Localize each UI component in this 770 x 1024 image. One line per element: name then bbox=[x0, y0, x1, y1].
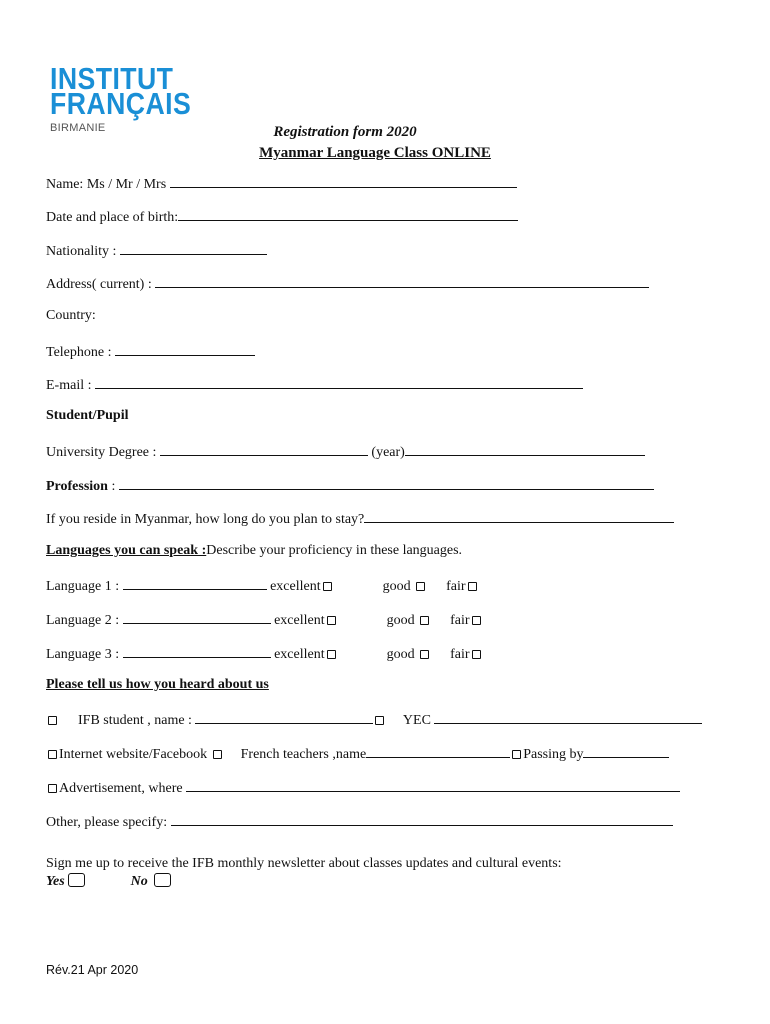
yes-checkbox[interactable] bbox=[68, 873, 85, 887]
year-input-line[interactable] bbox=[405, 442, 645, 456]
email-label: E-mail : bbox=[46, 378, 92, 393]
reside-row bbox=[46, 509, 674, 528]
excellent-checkbox[interactable] bbox=[323, 582, 332, 591]
yec-checkbox[interactable] bbox=[375, 716, 384, 725]
language-1-label: Language 1 : bbox=[46, 579, 120, 594]
languages-description: Describe your proficiency in these languages. bbox=[206, 543, 463, 558]
good-label: good bbox=[386, 647, 415, 662]
profession-row bbox=[46, 476, 654, 495]
nationality-row bbox=[46, 241, 267, 260]
email-row bbox=[46, 375, 583, 394]
ifb-row bbox=[46, 710, 702, 729]
telephone-row bbox=[46, 342, 255, 361]
telephone-input-line[interactable] bbox=[115, 342, 255, 356]
advert-checkbox[interactable] bbox=[48, 784, 57, 793]
name-label: Name: Ms / Mr / Mrs bbox=[46, 177, 167, 192]
language-1-input-line[interactable] bbox=[123, 576, 267, 590]
email-input-line[interactable] bbox=[95, 375, 583, 389]
address-row bbox=[46, 274, 649, 293]
language-2-input-line[interactable] bbox=[123, 610, 271, 624]
form-title: Registration form 2020 bbox=[273, 124, 417, 140]
other-label: Other, please specify: bbox=[46, 815, 168, 830]
language-row-1 bbox=[46, 576, 479, 595]
ifb-label: IFB student , name : bbox=[78, 713, 192, 728]
newsletter-options bbox=[46, 873, 174, 890]
address-label: Address( current) : bbox=[46, 277, 152, 292]
fair-label: fair bbox=[450, 613, 470, 628]
university-label: University Degree : bbox=[46, 445, 157, 460]
dob-row bbox=[46, 207, 518, 226]
advert-label: Advertisement, where bbox=[59, 781, 183, 796]
form-subtitle: Myanmar Language Class ONLINE bbox=[259, 145, 491, 161]
year-label: (year) bbox=[371, 445, 405, 460]
teachers-label: French teachers ,name bbox=[240, 747, 367, 762]
dob-label: Date and place of birth: bbox=[46, 210, 179, 225]
logo-line-2: FRANÇAIS bbox=[50, 86, 192, 121]
language-2-label: Language 2 : bbox=[46, 613, 120, 628]
dob-input-line[interactable] bbox=[178, 207, 518, 221]
fair-checkbox[interactable] bbox=[468, 582, 477, 591]
other-input-line[interactable] bbox=[171, 812, 673, 826]
yec-label: YEC bbox=[402, 713, 431, 728]
excellent-label: excellent bbox=[274, 647, 325, 662]
fair-label: fair bbox=[450, 647, 470, 662]
teachers-checkbox[interactable] bbox=[213, 750, 222, 759]
internet-label: Internet website/Facebook bbox=[59, 747, 208, 762]
languages-heading-row bbox=[46, 543, 462, 559]
excellent-label: excellent bbox=[270, 579, 321, 594]
profession-label: Profession bbox=[46, 479, 108, 494]
passing-checkbox[interactable] bbox=[512, 750, 521, 759]
other-row bbox=[46, 812, 673, 831]
teachers-input-line[interactable] bbox=[366, 744, 510, 758]
good-checkbox[interactable] bbox=[416, 582, 425, 591]
university-input-line[interactable] bbox=[160, 442, 368, 456]
name-input-line[interactable] bbox=[170, 174, 517, 188]
nationality-input-line[interactable] bbox=[120, 241, 267, 255]
excellent-checkbox[interactable] bbox=[327, 650, 336, 659]
logo-line-3: BIRMANIE bbox=[50, 122, 106, 134]
language-row-2 bbox=[46, 610, 483, 629]
university-row bbox=[46, 442, 645, 461]
advert-input-line[interactable] bbox=[186, 778, 680, 792]
language-3-input-line[interactable] bbox=[123, 644, 271, 658]
address-input-line[interactable] bbox=[155, 274, 649, 288]
passing-label: Passing by bbox=[523, 747, 584, 762]
reside-label: If you reside in Myanmar, how long do you plan to stay? bbox=[46, 512, 365, 527]
internet-checkbox[interactable] bbox=[48, 750, 57, 759]
no-label: No bbox=[130, 874, 148, 889]
passing-input-line[interactable] bbox=[583, 744, 669, 758]
name-row bbox=[46, 174, 517, 193]
country-label: Country: bbox=[46, 308, 96, 323]
good-label: good bbox=[386, 613, 415, 628]
no-checkbox[interactable] bbox=[154, 873, 171, 887]
profession-input-line[interactable] bbox=[119, 476, 654, 490]
country-row bbox=[46, 308, 96, 324]
language-3-label: Language 3 : bbox=[46, 647, 120, 662]
newsletter-text: Sign me up to receive the IFB monthly newsletter about classes updates and cultural events: bbox=[46, 856, 562, 871]
advert-row bbox=[46, 778, 680, 797]
ifb-name-input-line[interactable] bbox=[195, 710, 373, 724]
revision-footer: Rév.21 Apr 2020 bbox=[46, 963, 139, 977]
ifb-checkbox[interactable] bbox=[48, 716, 57, 725]
fair-checkbox[interactable] bbox=[472, 650, 481, 659]
profession-colon: : bbox=[111, 479, 116, 494]
fair-checkbox[interactable] bbox=[472, 616, 481, 625]
good-checkbox[interactable] bbox=[420, 650, 429, 659]
logo-line-1: INSTITUT bbox=[50, 61, 174, 96]
nationality-label: Nationality : bbox=[46, 244, 117, 259]
language-row-3 bbox=[46, 644, 483, 663]
good-checkbox[interactable] bbox=[420, 616, 429, 625]
yes-label: Yes bbox=[46, 874, 65, 889]
good-label: good bbox=[382, 579, 411, 594]
telephone-label: Telephone : bbox=[46, 345, 112, 360]
student-heading: Student/Pupil bbox=[46, 408, 129, 423]
heard-heading: Please tell us how you heard about us bbox=[46, 677, 269, 692]
fair-label: fair bbox=[446, 579, 466, 594]
languages-heading: Languages you can speak : bbox=[46, 543, 207, 558]
excellent-label: excellent bbox=[274, 613, 325, 628]
excellent-checkbox[interactable] bbox=[327, 616, 336, 625]
reside-input-line[interactable] bbox=[364, 509, 674, 523]
internet-row bbox=[46, 744, 669, 763]
yec-input-line[interactable] bbox=[434, 710, 702, 724]
